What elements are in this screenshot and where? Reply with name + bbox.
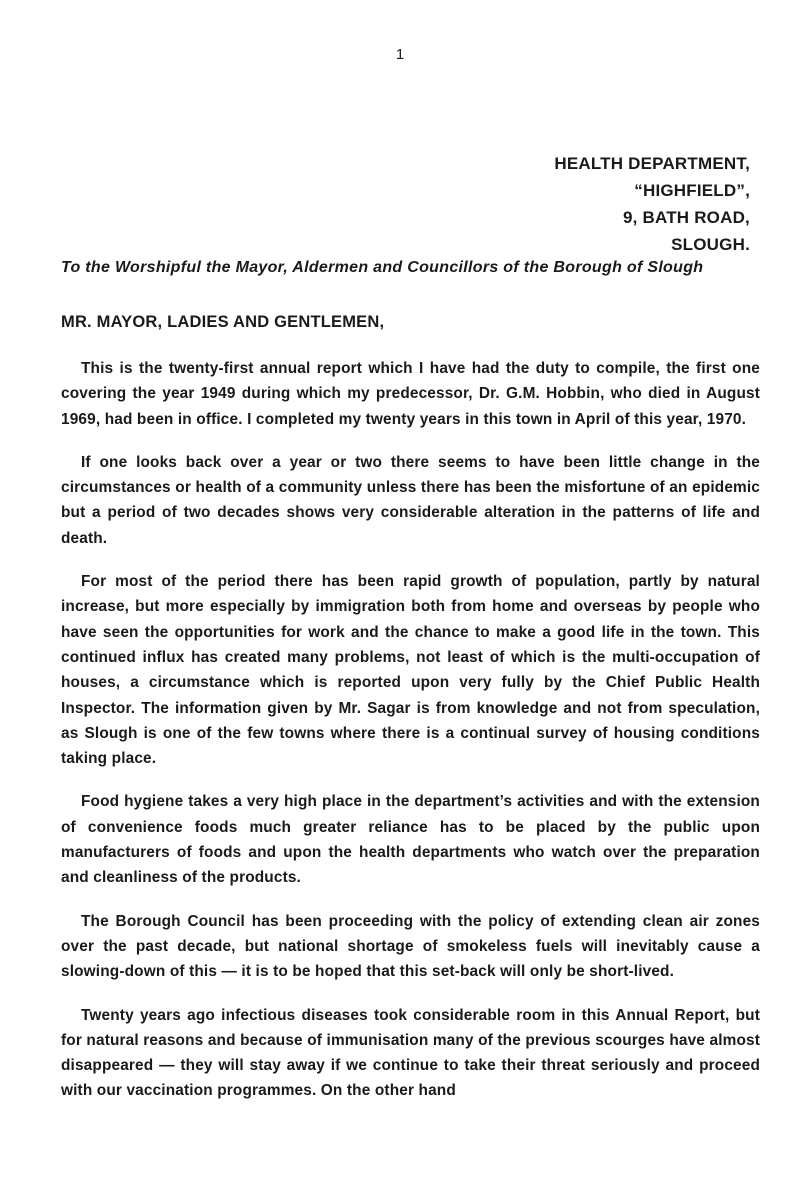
- address-line-department: HEALTH DEPARTMENT,: [554, 154, 750, 173]
- paragraph-intro: This is the twenty-first annual report which I have had the duty to compile, the first one covering the year 1949 during which my predecessor, Dr. G.M. Hobbin, who died in August 1969, had been in office. I completed my twenty years in this town in April of this year, 1970.: [61, 360, 760, 428]
- address-line-town: SLOUGH.: [671, 235, 750, 254]
- report-body: [61, 356, 760, 1122]
- salutation: MR. MAYOR, LADIES AND GENTLEMEN,: [61, 313, 385, 331]
- paragraph-food-hygiene: Food hygiene takes a very high place in the department’s activities and with the extension of convenience foods much greater reliance has to be placed by the public upon manufacturers of foods and upon the health departments who watch over the preparation and cleanliness of the products.: [61, 793, 760, 887]
- paragraph-population: For most of the period there has been rapid growth of population, partly by natural increase, but more especially by immigration both from home and overseas by people who have seen the opportunities for work and the chance to make a good life in the town. This continued influx has created many problems, not least of which is the multi-occupation of houses, a circumstance which is reported upon very fully by the Chief Public Health Inspector. The information given by Mr. Sagar is from knowledge and not from speculation, as Slough is one of the few towns where there is a continual survey of housing conditions taking place.: [61, 573, 760, 768]
- address-line-street: 9, BATH ROAD,: [623, 208, 750, 227]
- page-number: 1: [395, 46, 405, 63]
- paragraph-infectious-diseases: Twenty years ago infectious diseases took considerable room in this Annual Report, but for natural reasons and because of immunisation many of the previous scourges have almost disappeared — they will stay away if we continue to take their threat seriously and proceed with our vaccination programmes. On the other hand: [61, 1006, 760, 1100]
- sender-address: [554, 150, 750, 258]
- paragraph-change: If one looks back over a year or two there seems to have been little change in the circumstances or health of a community unless there has been the misfortune of an epidemic but a period of two decades shows very considerable alteration in the patterns of life and death.: [61, 453, 760, 547]
- paragraph-clean-air: The Borough Council has been proceeding with the policy of extending clean air zones over the past decade, but national shortage of smokeless fuels will inevitably cause a slowing-down of this — it is to be hoped that this set-back will only be short-lived.: [61, 912, 760, 981]
- dedication-line: To the Worshipful the Mayor, Aldermen and Councillors of the Borough of Slough: [61, 259, 704, 276]
- address-line-building: “HIGHFIELD”,: [634, 181, 750, 200]
